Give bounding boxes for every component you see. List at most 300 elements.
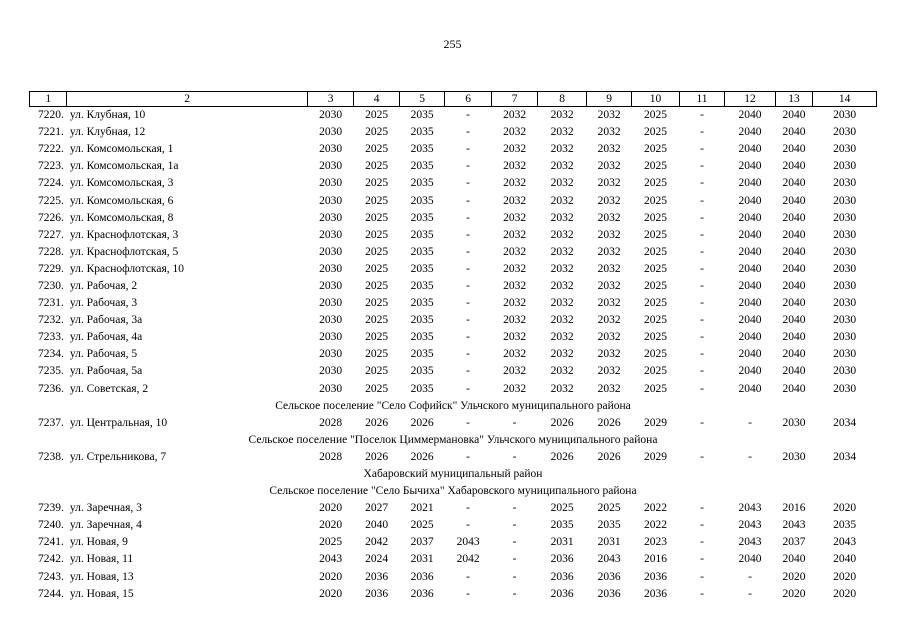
value-cell: 2030 [319,228,343,241]
value-cell: - [700,262,704,275]
value-cell: 2026 [597,416,621,429]
value-cell: - [700,416,704,429]
value-cell: - [512,553,517,566]
row-number: 7227. [38,228,64,241]
row-number: 7238. [38,450,64,463]
address-cell: ул. Клубная, 12 [69,126,146,139]
value-cell: - [700,553,704,566]
value-cell: 2025 [644,143,668,156]
row-number: 7244. [38,587,64,600]
value-cell: 2040 [782,160,806,173]
value-cell: 2025 [365,382,389,395]
value-cell: 2020 [319,519,343,532]
value-cell: - [512,536,517,549]
value-cell: - [466,570,471,583]
value-cell: 2025 [365,228,389,241]
row-number: 7243. [38,570,64,583]
value-cell: 2035 [550,519,574,532]
value-cell: 2035 [410,297,434,310]
column-header: 7 [491,92,537,107]
table-row [30,227,877,244]
value-cell: 2040 [738,126,762,139]
value-cell: 2032 [550,143,574,156]
page-number: 255 [443,37,462,51]
value-cell: 2026 [365,416,389,429]
value-cell: - [700,279,704,292]
value-cell: 2040 [738,331,762,344]
value-cell: 2025 [365,279,389,292]
value-cell: 2032 [597,160,621,173]
value-cell: - [466,314,471,327]
value-cell: 2035 [410,177,434,190]
column-header: 5 [399,92,444,107]
value-cell: - [466,416,471,429]
value-cell: - [700,109,704,122]
table-header-row [30,92,877,107]
value-cell: 2028 [319,416,343,429]
value-cell: 2032 [550,245,574,258]
value-cell: 2030 [833,262,857,275]
row-number: 7222. [38,143,64,156]
value-cell: - [700,245,704,258]
address-cell: ул. Рабочая, 5а [69,365,143,378]
value-cell: 2035 [410,109,434,122]
value-cell: 2040 [782,211,806,224]
value-cell: 2025 [365,314,389,327]
value-cell: 2025 [644,160,668,173]
table-body [30,92,877,603]
row-number: 7231. [38,297,64,310]
value-cell: 2032 [597,279,621,292]
value-cell: 2032 [597,109,621,122]
column-header: 10 [632,92,680,107]
value-cell: 2025 [644,365,668,378]
value-cell: - [512,502,517,515]
value-cell: 2032 [597,297,621,310]
address-cell: ул. Новая, 15 [69,587,134,600]
value-cell: 2032 [597,228,621,241]
value-cell: - [748,570,752,583]
value-cell: - [466,143,471,156]
value-cell: - [512,570,517,583]
value-cell: 2035 [410,211,434,224]
value-cell: 2020 [319,502,343,515]
value-cell: 2032 [597,382,621,395]
address-cell: ул. Заречная, 3 [69,502,142,515]
value-cell: 2032 [550,365,574,378]
value-cell: - [512,519,517,532]
value-cell: - [700,143,704,156]
value-cell: 2032 [503,160,527,173]
value-cell: 2031 [550,536,574,549]
value-cell: 2020 [833,587,857,600]
row-number: 7230. [38,279,64,292]
value-cell: 2025 [644,314,668,327]
row-number: 7235. [38,365,64,378]
address-cell: ул. Рабочая, 3а [69,314,143,327]
value-cell: 2040 [738,143,762,156]
value-cell: 2025 [644,211,668,224]
address-cell: ул. Новая, 11 [69,553,134,566]
value-cell: 2032 [503,143,527,156]
value-cell: - [700,348,704,361]
value-cell: 2020 [833,502,857,515]
value-cell: 2032 [503,348,527,361]
value-cell: 2024 [365,553,389,566]
value-cell: 2035 [410,331,434,344]
value-cell: 2025 [644,245,668,258]
value-cell: 2035 [410,262,434,275]
section-heading: Сельское поселение "Поселок Циммермановка" Ульчского муниципального района [248,433,658,446]
value-cell: 2025 [644,194,668,207]
value-cell: 2025 [644,262,668,275]
value-cell: - [466,348,471,361]
value-cell: 2030 [833,279,857,292]
value-cell: 2036 [644,570,668,583]
value-cell: 2025 [644,279,668,292]
value-cell: 2040 [782,126,806,139]
value-cell: 2032 [597,262,621,275]
value-cell: 2032 [503,365,527,378]
table-row [30,346,877,363]
value-cell: 2035 [410,314,434,327]
value-cell: 2030 [319,314,343,327]
value-cell: 2032 [597,365,621,378]
value-cell: 2032 [597,245,621,258]
value-cell: 2032 [503,126,527,139]
value-cell: 2040 [782,365,806,378]
value-cell: 2025 [644,348,668,361]
table-row [30,210,877,227]
value-cell: 2032 [550,348,574,361]
value-cell: - [466,228,471,241]
value-cell: 2043 [738,502,762,515]
value-cell: 2021 [410,502,434,515]
value-cell: - [700,314,704,327]
column-header: 1 [30,92,67,107]
value-cell: 2043 [738,519,762,532]
address-cell: ул. Клубная, 10 [69,109,146,122]
value-cell: - [748,587,752,600]
row-number: 7233. [38,331,64,344]
value-cell: 2032 [597,143,621,156]
value-cell: 2036 [550,553,574,566]
value-cell: 2032 [597,348,621,361]
value-cell: 2026 [365,450,389,463]
value-cell: 2036 [550,570,574,583]
value-cell: - [700,536,704,549]
value-cell: 2026 [597,450,621,463]
value-cell: 2040 [782,331,806,344]
value-cell: 2025 [365,126,389,139]
value-cell: 2043 [597,553,621,566]
value-cell: 2032 [503,297,527,310]
address-cell: ул. Советская, 2 [69,382,149,395]
value-cell: - [466,331,471,344]
value-cell: 2025 [550,502,574,515]
value-cell: 2035 [410,245,434,258]
row-number: 7223. [38,160,64,173]
value-cell: 2030 [833,314,857,327]
value-cell: - [700,297,704,310]
value-cell: 2025 [365,160,389,173]
value-cell: 2043 [319,553,343,566]
table-row [30,295,877,312]
value-cell: 2020 [782,587,806,600]
value-cell: 2040 [738,279,762,292]
value-cell: - [466,177,471,190]
value-cell: - [466,194,471,207]
value-cell: 2022 [644,502,668,515]
value-cell: 2025 [644,109,668,122]
value-cell: 2030 [833,177,857,190]
value-cell: 2040 [782,553,806,566]
value-cell: - [466,519,471,532]
value-cell: 2034 [833,450,857,463]
address-cell: ул. Краснофлотская, 10 [69,262,184,275]
value-cell: - [700,211,704,224]
value-cell: - [466,297,471,310]
column-header: 9 [586,92,631,107]
value-cell: 2032 [503,109,527,122]
value-cell: 2030 [782,416,806,429]
value-cell: 2040 [738,177,762,190]
value-cell: 2043 [456,536,480,549]
value-cell: 2016 [782,502,806,515]
value-cell: 2043 [782,519,806,532]
value-cell: 2030 [833,297,857,310]
value-cell: - [700,126,704,139]
value-cell: 2032 [597,211,621,224]
value-cell: 2029 [644,450,668,463]
row-number: 7221. [38,126,64,139]
column-header: 2 [67,92,308,107]
section-heading: Сельское поселение "Село Софийск" Ульчского муниципального района [275,399,631,412]
value-cell: 2025 [365,331,389,344]
table-row [30,381,877,398]
table-row [30,551,877,568]
value-cell: - [700,194,704,207]
table-row [30,244,877,261]
table-row [30,415,877,432]
value-cell: 2037 [782,536,806,549]
value-cell: 2032 [597,177,621,190]
value-cell: 2030 [833,109,857,122]
value-cell: 2032 [550,211,574,224]
value-cell: 2035 [410,126,434,139]
value-cell: 2029 [644,416,668,429]
column-header: 3 [307,92,353,107]
value-cell: - [466,502,471,515]
address-cell: ул. Комсомольская, 6 [69,194,174,207]
value-cell: 2030 [833,228,857,241]
value-cell: 2032 [503,331,527,344]
value-cell: 2040 [782,177,806,190]
value-cell: 2040 [833,553,857,566]
value-cell: - [700,502,704,515]
value-cell: 2025 [365,211,389,224]
address-cell: ул. Рабочая, 4а [69,331,143,344]
value-cell: - [512,450,517,463]
value-cell: 2032 [503,177,527,190]
value-cell: 2028 [319,450,343,463]
value-cell: 2030 [319,348,343,361]
value-cell: 2036 [365,587,389,600]
table-row [30,534,877,551]
value-cell: 2025 [365,348,389,361]
column-header: 13 [775,92,812,107]
value-cell: 2030 [319,245,343,258]
value-cell: 2040 [738,160,762,173]
address-cell: ул. Стрельникова, 7 [69,450,167,463]
value-cell: 2032 [550,194,574,207]
value-cell: 2040 [782,382,806,395]
value-cell: 2032 [503,382,527,395]
row-number: 7224. [38,177,64,190]
value-cell: 2030 [319,109,343,122]
value-cell: 2026 [410,416,434,429]
value-cell: 2025 [644,228,668,241]
table-row [30,141,877,158]
value-cell: 2035 [410,365,434,378]
value-cell: 2020 [782,570,806,583]
value-cell: - [700,365,704,378]
value-cell: 2032 [597,314,621,327]
value-cell: 2030 [782,450,806,463]
value-cell: 2023 [644,536,668,549]
address-cell: ул. Заречная, 4 [69,519,142,532]
value-cell: 2025 [597,502,621,515]
value-cell: 2025 [365,177,389,190]
address-cell: ул. Комсомольская, 1а [69,160,179,173]
row-number: 7239. [38,502,64,515]
value-cell: 2025 [644,126,668,139]
address-cell: ул. Комсомольская, 1 [69,143,174,156]
section-heading: Хабаровский муниципальный район [363,468,543,481]
value-cell: 2032 [550,314,574,327]
value-cell: 2034 [833,416,857,429]
value-cell: 2035 [597,519,621,532]
value-cell: - [466,109,471,122]
value-cell: 2022 [644,519,668,532]
value-cell: 2020 [319,570,343,583]
value-cell: - [466,382,471,395]
row-number: 7236. [38,382,64,395]
section-heading-row [30,398,877,415]
value-cell: 2035 [410,228,434,241]
value-cell: 2036 [597,570,621,583]
value-cell: 2040 [738,297,762,310]
value-cell: 2037 [410,536,434,549]
value-cell: - [700,228,704,241]
table-row [30,107,877,125]
column-header: 6 [445,92,491,107]
value-cell: 2030 [833,365,857,378]
value-cell: 2035 [410,160,434,173]
value-cell: 2032 [503,228,527,241]
table-row [30,175,877,192]
value-cell: 2036 [550,587,574,600]
address-cell: ул. Краснофлотская, 3 [69,228,179,241]
value-cell: 2030 [833,211,857,224]
value-cell: 2030 [319,365,343,378]
value-cell: 2025 [365,143,389,156]
row-number: 7228. [38,245,64,258]
value-cell: 2032 [503,262,527,275]
row-number: 7240. [38,519,64,532]
value-cell: 2032 [550,177,574,190]
table-row [30,500,877,517]
housing-table [29,91,877,603]
value-cell: - [466,279,471,292]
value-cell: 2030 [833,382,857,395]
value-cell: 2026 [550,416,574,429]
value-cell: 2025 [365,365,389,378]
value-cell: 2040 [738,382,762,395]
value-cell: 2030 [319,143,343,156]
value-cell: 2032 [597,194,621,207]
table-row [30,329,877,346]
value-cell: 2032 [550,228,574,241]
value-cell: 2036 [597,587,621,600]
table-row [30,158,877,175]
value-cell: 2027 [365,502,389,515]
table-row [30,312,877,329]
value-cell: 2040 [738,245,762,258]
value-cell: 2025 [644,177,668,190]
value-cell: 2040 [738,365,762,378]
row-number: 7220. [38,109,64,122]
value-cell: 2040 [365,519,389,532]
value-cell: 2035 [410,194,434,207]
value-cell: 2040 [738,109,762,122]
value-cell: 2040 [782,348,806,361]
value-cell: 2032 [503,314,527,327]
row-number: 7226. [38,211,64,224]
table-row [30,363,877,380]
value-cell: 2035 [410,279,434,292]
value-cell: 2035 [410,348,434,361]
value-cell: 2036 [644,587,668,600]
value-cell: 2040 [782,245,806,258]
value-cell: 2030 [319,331,343,344]
value-cell: 2032 [597,331,621,344]
address-cell: ул. Рабочая, 3 [69,297,138,310]
value-cell: 2036 [410,587,434,600]
value-cell: 2030 [319,126,343,139]
value-cell: - [748,416,752,429]
value-cell: 2030 [319,279,343,292]
value-cell: 2030 [833,331,857,344]
value-cell: - [466,245,471,258]
value-cell: - [700,570,704,583]
value-cell: 2032 [550,297,574,310]
value-cell: 2030 [833,245,857,258]
section-heading: Сельское поселение "Село Бычиха" Хабаровского муниципального района [269,485,637,498]
value-cell: 2040 [782,279,806,292]
value-cell: 2035 [833,519,857,532]
value-cell: 2025 [644,297,668,310]
value-cell: 2040 [738,314,762,327]
value-cell: 2026 [550,450,574,463]
column-header: 4 [354,92,399,107]
value-cell: 2026 [410,450,434,463]
value-cell: 2032 [550,109,574,122]
table-row [30,569,877,586]
value-cell: - [700,587,704,600]
table-row [30,192,877,209]
value-cell: - [466,587,471,600]
